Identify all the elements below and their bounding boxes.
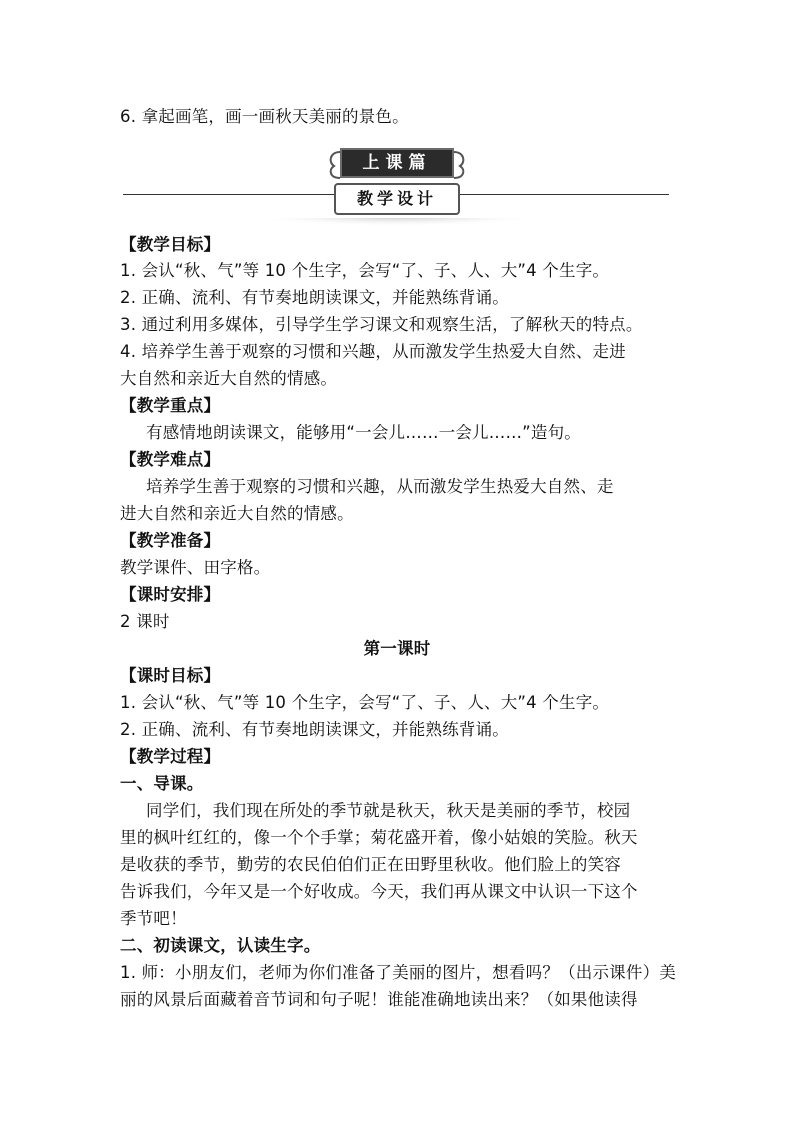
text-line: 培养学生善于观察的习惯和兴趣，从而激发学生热爱大自然、走 (146, 477, 614, 496)
text-line: 告诉我们，今年又是一个好收成。今天，我们再从课文中认识一下这个 (120, 882, 638, 901)
section-heading: 【教学重点】 (120, 396, 221, 415)
section-heading: 【课时安排】 (120, 585, 221, 604)
text-line: 2. 正确、流利、有节奏地朗读课文，并能熟练背诵。 (120, 288, 509, 307)
text-line: 4. 培养学生善于观察的习惯和兴趣，从而激发学生热爱大自然、走进 (120, 342, 626, 361)
section-heading: 【教学目标】 (120, 235, 221, 254)
text-line: 同学们，我们现在所处的季节就是秋天，秋天是美丽的季节，校园 (146, 801, 631, 820)
section-heading: 【教学过程】 (120, 747, 221, 766)
text-line: 1. 师：小朋友们，老师为你们准备了美丽的图片，想看吗？（出示课件）美 (120, 963, 676, 982)
banner-top-label: 上课篇 (340, 148, 454, 178)
text-line: 有感情地朗读课文，能够用“一会儿……一会儿……”造句。 (146, 423, 581, 442)
text-line: 2 课时 (120, 612, 170, 631)
section-heading: 【教学准备】 (120, 531, 221, 550)
text-line: 丽的风景后面藏着音节词和句子呢！谁能准确地读出来？（如果他读得 (120, 990, 638, 1009)
text-line: 季节吧！ (120, 909, 187, 928)
section-heading: 【课时目标】 (120, 666, 221, 685)
text-line: 教学课件、田字格。 (120, 558, 271, 577)
banner-shadow (270, 218, 524, 230)
text-line: 1. 会认“秋、气”等 10 个生字，会写“了、子、人、大”4 个生字。 (120, 693, 610, 712)
text-line: 3. 通过利用多媒体，引导学生学习课文和观察生活，了解秋天的特点。 (120, 315, 643, 334)
section-heading: 二、初读课文，认读生字。 (120, 936, 321, 955)
banner-bottom-label: 教学设计 (334, 183, 460, 215)
text-line: 是收获的季节，勤劳的农民伯伯们正在田野里秋收。他们脸上的笑容 (120, 855, 621, 874)
text-line: 1. 会认“秋、气”等 10 个生字，会写“了、子、人、大”4 个生字。 (120, 261, 610, 280)
section-heading: 【教学难点】 (120, 450, 221, 469)
text-line: 2. 正确、流利、有节奏地朗读课文，并能熟练背诵。 (120, 720, 509, 739)
text-line: 大自然和亲近大自然的情感。 (120, 369, 338, 388)
section-banner (326, 146, 468, 182)
text-line: 里的枫叶红红的，像一个个手掌；菊花盛开着，像小姑娘的笑脸。秋天 (120, 828, 638, 847)
text-line: 6. 拿起画笔，画一画秋天美丽的景色。 (120, 107, 409, 126)
section-heading: 一、导课。 (120, 774, 204, 793)
lesson-title: 第一课时 (363, 639, 431, 658)
text-line: 进大自然和亲近大自然的情感。 (120, 504, 354, 523)
